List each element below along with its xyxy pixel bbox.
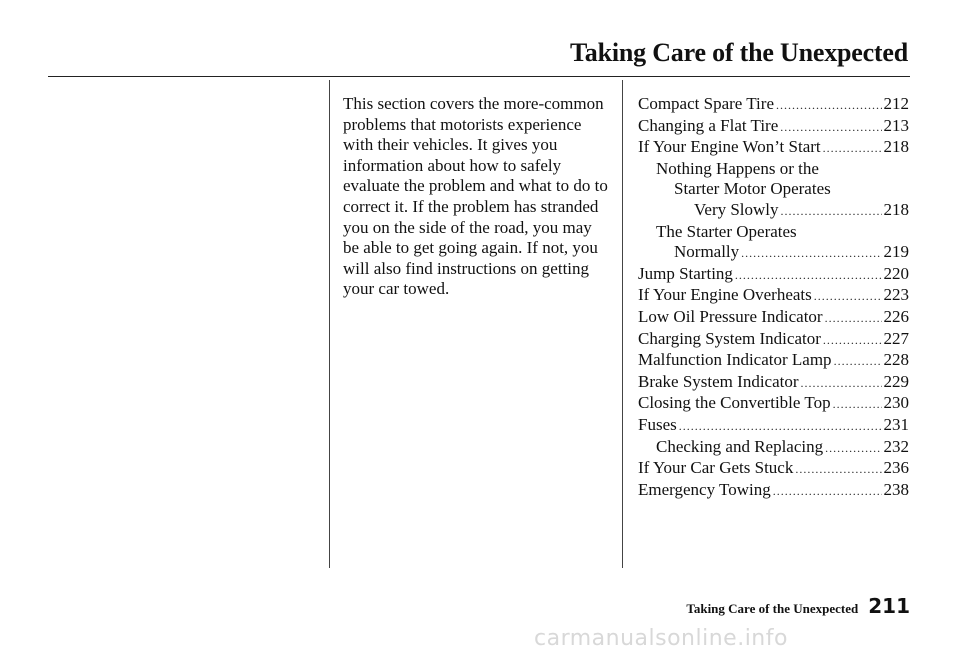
- intro-paragraph: This section covers the more-common problems that motorists experience with their vehicles. It gives you information about how to safely evaluate the problem and what to do to correct it. If the problem has stranded you on the side of the road, you may be able to get going again. If not, you will also find instructions on getting your car towed.: [343, 94, 608, 299]
- toc-leader-dots: [780, 117, 881, 138]
- toc-item[interactable]: [638, 116, 909, 138]
- toc-item-label: Fuses: [638, 414, 677, 434]
- toc-leader-dots: [741, 243, 881, 264]
- watermark: carmanualsonline.info: [534, 626, 788, 651]
- toc-item[interactable]: [638, 437, 909, 459]
- left-column-divider: [329, 80, 330, 568]
- toc-item-label: Charging System Indicator: [638, 328, 821, 348]
- toc-leader-dots: [825, 438, 881, 459]
- toc-item[interactable]: [638, 372, 909, 394]
- toc-leader-dots: [833, 394, 882, 415]
- toc-leader-dots: [801, 373, 882, 394]
- page-footer: [686, 594, 910, 618]
- toc-item[interactable]: [638, 415, 909, 437]
- toc-item[interactable]: [638, 264, 909, 286]
- toc-item-label: Checking and Replacing: [656, 436, 824, 456]
- toc-item-label: Jump Starting: [638, 263, 733, 283]
- toc-item-page: 229: [883, 371, 909, 391]
- toc-item[interactable]: [638, 94, 909, 116]
- toc-item-page: 230: [883, 393, 909, 413]
- middle-column-divider: [622, 80, 623, 568]
- toc-item-label: Starter Motor Operates: [674, 179, 831, 199]
- toc-item-page: 227: [883, 328, 909, 348]
- page-title: Taking Care of the Unexpected: [570, 38, 908, 67]
- toc-item-label: If Your Car Gets Stuck: [638, 458, 794, 478]
- toc-item-page: 223: [883, 285, 909, 305]
- toc-item: [638, 222, 909, 243]
- toc-leader-dots: [735, 265, 882, 286]
- toc-item[interactable]: [638, 329, 909, 351]
- footer-page-number: 211: [868, 594, 910, 618]
- toc-leader-dots: [825, 308, 882, 329]
- toc-item-page: 218: [883, 137, 909, 157]
- toc-item[interactable]: [638, 458, 909, 480]
- toc-item-page: 232: [883, 436, 909, 456]
- toc-item-page: 220: [883, 263, 909, 283]
- toc-leader-dots: [795, 459, 881, 480]
- toc-item-page: 238: [883, 479, 909, 499]
- header-rule: [48, 76, 910, 77]
- toc-item-label: Nothing Happens or the: [656, 158, 819, 178]
- toc-item-page: 236: [883, 458, 909, 478]
- toc-item[interactable]: [638, 307, 909, 329]
- toc-leader-dots: [834, 351, 882, 372]
- toc-item-label: The Starter Operates: [656, 221, 797, 241]
- toc-item-page: 231: [883, 414, 909, 434]
- table-of-contents: [638, 94, 909, 501]
- toc-item-label: Changing a Flat Tire: [638, 115, 779, 135]
- toc-item: [638, 159, 909, 180]
- toc-item-label: Closing the Convertible Top: [638, 393, 831, 413]
- toc-leader-dots: [814, 286, 882, 307]
- toc-item[interactable]: [638, 242, 909, 264]
- toc-item-label: Malfunction Indicator Lamp: [638, 350, 832, 370]
- toc-item-page: 213: [883, 115, 909, 135]
- toc-leader-dots: [679, 416, 882, 437]
- toc-item-label: Low Oil Pressure Indicator: [638, 306, 823, 326]
- toc-item-page: 228: [883, 350, 909, 370]
- toc-leader-dots: [776, 95, 882, 116]
- toc-item-label: Very Slowly: [694, 199, 779, 219]
- toc-item-page: 219: [883, 242, 909, 262]
- toc-item-page: 212: [883, 94, 909, 113]
- toc-leader-dots: [781, 201, 882, 222]
- toc-leader-dots: [823, 330, 882, 351]
- toc-item[interactable]: [638, 393, 909, 415]
- toc-item-label: If Your Engine Overheats: [638, 285, 812, 305]
- toc-item[interactable]: [638, 200, 909, 222]
- toc-leader-dots: [823, 138, 882, 159]
- toc-item[interactable]: [638, 285, 909, 307]
- toc-item: [638, 179, 909, 200]
- toc-item[interactable]: [638, 350, 909, 372]
- toc-item-label: Emergency Towing: [638, 479, 771, 499]
- toc-item-label: Brake System Indicator: [638, 371, 799, 391]
- toc-item-page: 226: [883, 306, 909, 326]
- footer-section-label: Taking Care of the Unexpected: [686, 601, 859, 616]
- toc-item-label: Compact Spare Tire: [638, 94, 774, 113]
- toc-item-label: Normally: [674, 242, 740, 262]
- toc-leader-dots: [773, 481, 882, 502]
- toc-item[interactable]: [638, 137, 909, 159]
- toc-item[interactable]: [638, 480, 909, 502]
- toc-item-label: If Your Engine Won’t Start: [638, 137, 821, 157]
- toc-item-page: 218: [883, 199, 909, 219]
